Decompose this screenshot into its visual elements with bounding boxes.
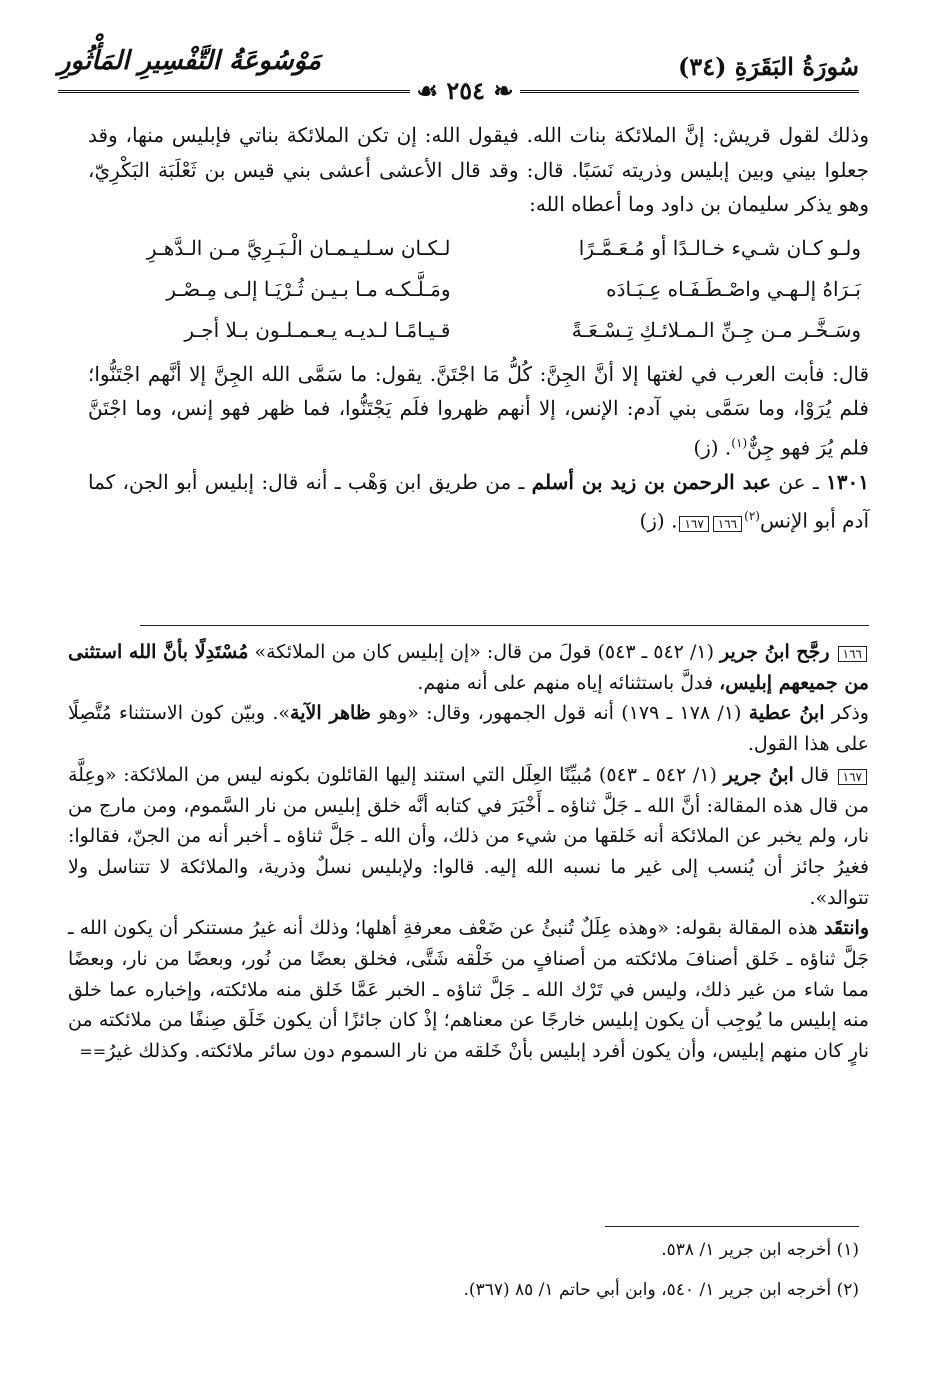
note-166-author: ابنُ جرير (720, 641, 790, 663)
note-ref-166[interactable]: ١٦٦ (713, 516, 742, 532)
paragraph-2-text: قال: فأبت العرب في لغتها إلا أنَّ الجِنَّ: كُلُّ مَا اجْتَنَّ. يقول: ما سَمَّى الله الجِنَّ إلا أنَّهم اجْتَنُّوا؛ فلم يُرَوْا، وما سَمَّى بني آدم: الإنس، إلا أنهم ظهروا فلَم يَجْتَنُّوا، فما ظهر فهو إنس، وما اجْتَنَّ فلم يُرَ فهو جِنٌّ (88, 361, 869, 460)
athar-number: ١٣٠١ (826, 469, 869, 494)
commentary-notes (68, 637, 869, 1068)
note-166-continued (68, 698, 869, 759)
note-166-text-5: ». وبيّن كون الاستثناء مُتَّصِلًا على هذا القول. (68, 702, 869, 756)
poem-verse-3 (88, 310, 869, 351)
verse-1-second-hemistich: لـكـان سـلـيـمـان الْـبَـرِيَّ مـن الـدَّهـرِ (146, 235, 451, 260)
note-167 (68, 760, 869, 914)
book-title-header: مَوْسُوعَةُ التَّفْسِيرِ المَأْثُورِ (58, 46, 321, 76)
notes-separator (140, 625, 869, 626)
note-166-author-2: ابنُ عطية (748, 702, 825, 725)
note-167-author: ابنُ جرير (723, 763, 794, 786)
footnote-1: (١) أخرجه ابن جرير ١/ ٥٣٨. (661, 1240, 859, 1260)
note-166-text-1: (١/ ٥٤٢ ـ ٥٤٣) قولَ من قال: «إن إبليس كان من الملائكة» (248, 641, 721, 663)
note-166-verb: رجَّح (789, 641, 830, 663)
narrator-name: عبد الرحمن بن زيد بن أسلم (531, 469, 772, 494)
main-text (88, 118, 869, 538)
verse-3-first-hemistich: وسَـخَّـر مـن جِـنِّ الـمـلائـكِ تِـسْـعَـةً (571, 317, 861, 342)
note-167-label: ١٦٧ (838, 769, 867, 785)
note-166-text-3: وذكر (824, 702, 869, 725)
verse-2-first-hemistich: بَـرَاهُ إلـهـي واصْـطَـفَـاه عِـبَـادَه (606, 276, 861, 301)
note-ref-167[interactable]: ١٦٧ (679, 516, 708, 532)
poem-verse-2 (88, 269, 869, 310)
note-166-emphasis-2: ظاهر الآية (290, 702, 371, 725)
note-166 (68, 637, 869, 698)
footnote-ref-1[interactable]: (١) (731, 435, 748, 450)
note-167-continued (68, 913, 869, 1068)
page-number-ornament-left: ☙ (416, 76, 438, 105)
page-number-ornament-right: ❧ (493, 76, 514, 105)
footnotes-separator (605, 1226, 859, 1227)
note-166-text-2: فدلَّ باستثنائه إياه منهم على أنه منهم. (417, 671, 720, 694)
surah-header: سُورَةُ البَقَرَةِ (٣٤) (677, 52, 859, 81)
continuation-mark: == (79, 1042, 107, 1062)
athar-1301 (88, 465, 869, 539)
paragraph-1: وذلك لقول قريش: إنَّ الملائكة بنات الله. فيقول الله: إن تكن الملائكة بناتي فإبليس منها، وقد جعلوا بيني وبين إبليس وذريته نَسَبًا. قال: وقد قال الأعشى أعشى بني قيس بن ثَعْلَبَة البَكْرِيّ، وهو يذكر سليمان بن داود وما أعطاه الله: (88, 123, 869, 216)
athar-end: . (ز) (639, 508, 678, 533)
verse-3-second-hemistich: قـيـامًـا لـديـه يـعـمـلـون بـلا أجـر (184, 317, 451, 342)
note-166-label: ١٦٦ (838, 646, 867, 662)
poem-verse-1 (88, 228, 869, 269)
footnote-2: (٢) أخرجه ابن جرير ١/ ٥٤٠، وابن أبي حاتم ١/ ٨٥ (٣٦٧). (463, 1280, 859, 1300)
footnote-ref-2[interactable]: (٢) (744, 509, 760, 524)
verse-1-first-hemistich: ولـو كـان شـيء خـالـدًا أو مُـعَـمَّـرًا (578, 235, 861, 260)
poem (88, 228, 869, 351)
page-number (410, 76, 520, 106)
verse-2-second-hemistich: ومَـلَّـكـه مـا بـيـن ثُـرْيَـا إلـى مِـصْـر (166, 276, 451, 301)
paragraph-2 (88, 357, 869, 465)
athar-text: ـ من طريق ابن وَهْب ـ أنه قال: إبليس أبو الجن، كما آدم أبو الإنس (88, 469, 869, 533)
note-166-emphasis: مُسْتَدِلًا بأنَّ الله استثنى من جميعهم إبليس، (68, 641, 869, 694)
note-167-text-2: (١/ ٥٤٢ ـ ٥٤٣) مُبيِّنًا العِلَل التي استند إليها القائلون بكونه ليس من الملائكة: «وعِلَّة من قال هذه المقالة: أنَّ الله ـ جَلَّ ثناؤه ـ أَخْبَرَ في كتابه أنَّه خلق إبليس من نار السَّموم، ومن مارج من نار، ولم يخبر عن الملائكة أنه خَلقها من شيء من ذلك، وأن الله ـ جَلَّ ثناؤه ـ أخبر أنه من الجنّ، فقالوا: فغيرُ جائز أن يُنسب إلى غير ما نسبه الله إليه. قالوا: ولإبليس نسلٌ وذرية، والملائكة لا تتناسل ولا تتوالد». (68, 763, 869, 909)
note-167-text-3: هذه المقالة بقوله: «وهذه عِلَلٌ تُنبئُ عن ضَعْف معرفةِ أهلها؛ وذلك أنه غيرُ مستنكر أن يكون الله ـ جَلَّ ثناؤه ـ خَلق أصنافَ ملائكته من أصنافٍ من خَلْقه شَتَّى، فخلق بعضًا من نُور، وبعضًا من نار، وبعضًا مما شاء من غير ذلك، وليس في تَرْك الله ـ جَلَّ ثناؤه ـ الخبر عَمَّا خَلق منه ملائكته، وإخباره عما خلق منه إبليس ما يُوجِب أن يكون إبليس خارجًا عن معناهم؛ إذْ كان جائزًا أن يكون خَلَق صِنفًا من ملائكته من نارٍ كان منهم إبليس، وأن يكون أفرد إبليس بأنْ خَلقه من نار السموم دون سائر ملائكته. وكذلك غيرُ (68, 917, 869, 1063)
athar-dash: ـ عن (771, 469, 827, 494)
page-number-value: ٢٥٤ (446, 76, 486, 105)
note-166-text-4: (١/ ١٧٨ ـ ١٧٩) أنه قول الجمهور، وقال: «وهو (370, 702, 749, 725)
note-167-verb: وانتقَد (823, 917, 869, 940)
paragraph-2-end: . (ز) (693, 435, 732, 460)
note-167-text-1: قال (793, 763, 836, 786)
